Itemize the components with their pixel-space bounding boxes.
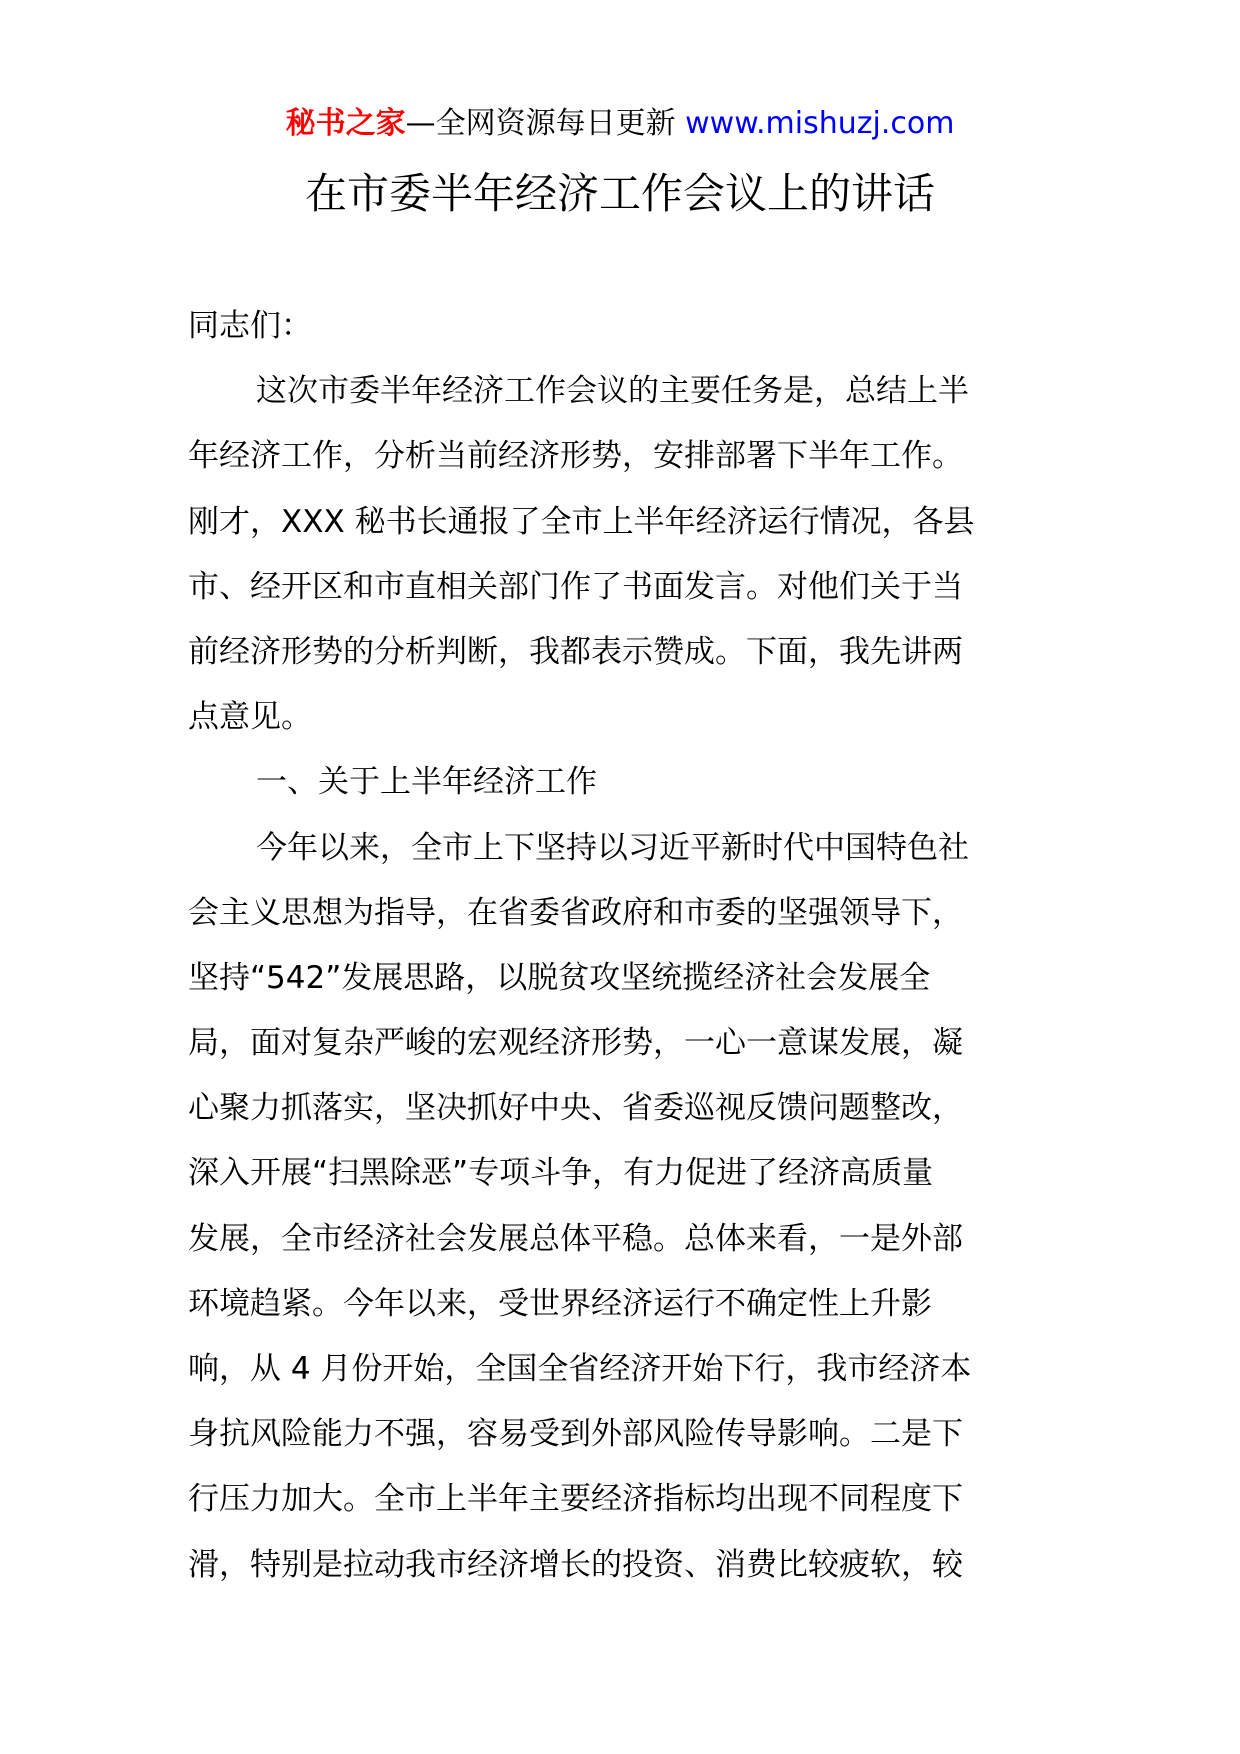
paragraph-line: 环境趋紧。今年以来，受世界经济运行不确定性上升影	[188, 1285, 932, 1322]
paragraph-line: 前经济形势的分析判断，我都表示赞成。下面，我先讲两	[188, 633, 963, 670]
paragraph-line: 市、经开区和市直相关部门作了书面发言。对他们关于当	[188, 568, 963, 605]
site-url-link[interactable]: www.mishuzj.com	[685, 106, 955, 141]
paragraph-line: 坚持“542”发展思路，以脱贫攻坚统揽经济社会发展全	[188, 959, 931, 996]
paragraph-line: 年经济工作，分析当前经济形势，安排部署下半年工作。	[188, 438, 963, 475]
paragraph-line: 行压力加大。全市上半年主要经济指标均出现不同程度下	[188, 1481, 963, 1518]
brand-name: 秘书之家	[285, 106, 406, 141]
section-heading: 一、关于上半年经济工作	[256, 764, 597, 801]
paragraph-line: 这次市委半年经济工作会议的主要任务是，总结上半	[256, 373, 969, 410]
paragraph-line: 心聚力抓落实，坚决抓好中央、省委巡视反馈问题整改，	[188, 1090, 963, 1127]
paragraph-line: 今年以来，全市上下坚持以习近平新时代中国特色社	[256, 829, 969, 866]
paragraph-line: 身抗风险能力不强，容易受到外部风险传导影响。二是下	[188, 1416, 963, 1453]
paragraph-line: 点意见。	[188, 699, 312, 736]
paragraph-line: 会主义思想为指导，在省委省政府和市委的坚强领导下，	[188, 894, 963, 931]
paragraph-line: 发展，全市经济社会发展总体平稳。总体来看，一是外部	[188, 1220, 963, 1257]
watermark-header	[0, 104, 1240, 144]
paragraph-line: 深入开展“扫黑除恶”专项斗争，有力促进了经济高质量	[188, 1155, 934, 1192]
paragraph-line: 刚才，XXX 秘书长通报了全市上半年经济运行情况，各县	[188, 503, 975, 540]
salutation-line: 同志们：	[188, 308, 312, 344]
paragraph-line: 局，面对复杂严峻的宏观经济形势，一心一意谋发展，凝	[188, 1025, 963, 1062]
paragraph-line: 滑，特别是拉动我市经济增长的投资、消费比较疲软，较	[188, 1546, 963, 1583]
paragraph-line: 响，从 4 月份开始，全国全省经济开始下行，我市经济本	[188, 1351, 972, 1387]
document-body	[188, 294, 1068, 1598]
brand-tagline: —全网资源每日更新	[405, 106, 686, 141]
document-title: 在市委半年经济工作会议上的讲话	[304, 169, 935, 218]
